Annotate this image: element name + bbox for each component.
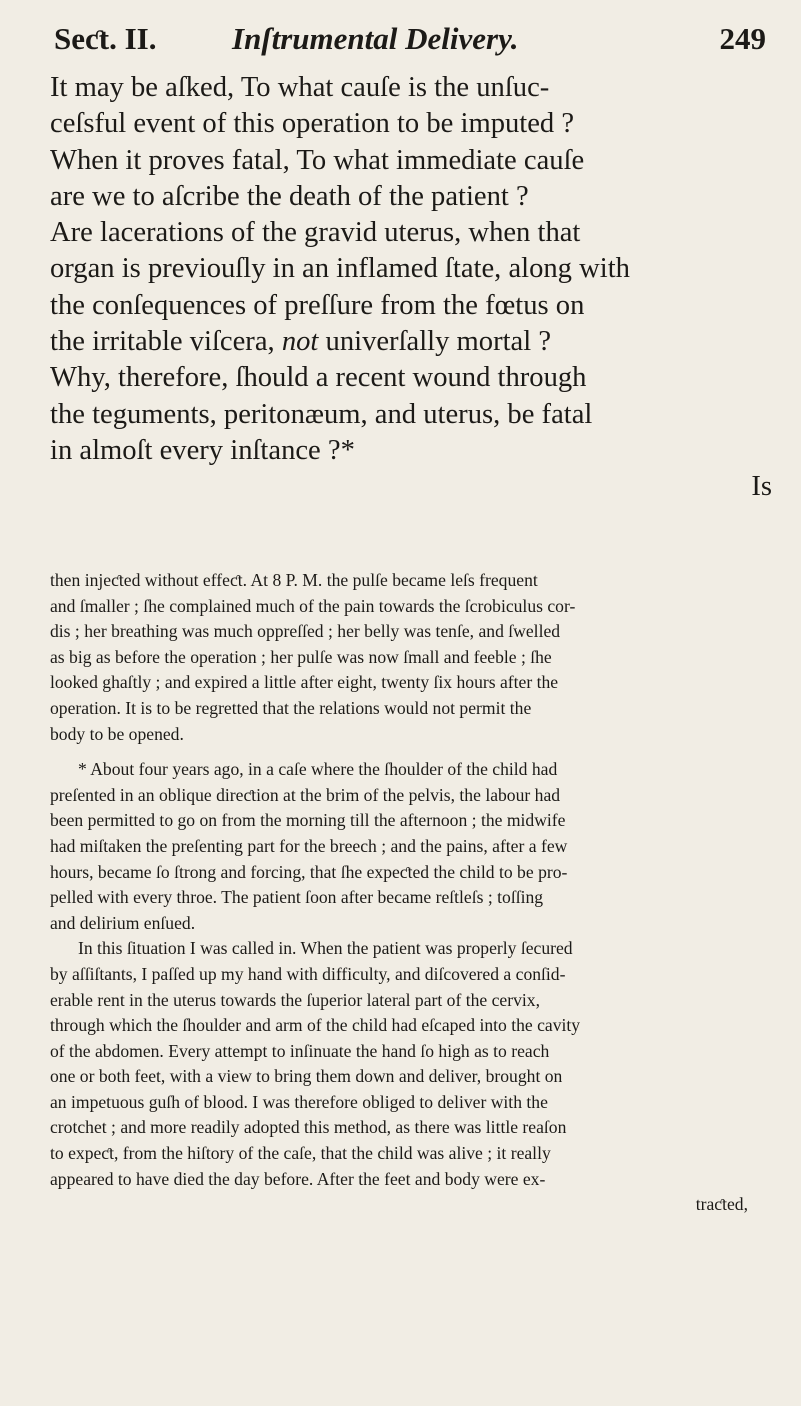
main-text xyxy=(50,70,778,506)
footnote-line: had miſtaken the preſenting part for the breech ; and the pains, after a few xyxy=(50,835,568,856)
footnote-line: through which the ſhoulder and arm of the child had eſcaped into the cavity xyxy=(50,1015,581,1036)
footnote-line: an impetuous guſh of blood. I was therefore obliged to deliver with the xyxy=(50,1091,548,1112)
footnote-line: preſented in an oblique direƈtion at the brim of the pelvis, the labour had xyxy=(50,784,561,805)
footnotes xyxy=(50,568,778,1218)
footnote-line: dis ; her breathing was much oppreſſed ; her belly was tenſe, and ſwelled xyxy=(50,621,561,642)
footnote-line: as big as before the operation ; her pulſe was now ſmall and feeble ; ſhe xyxy=(50,646,552,667)
text-line: the conſequences of preſſure from the fœtus on xyxy=(50,289,585,321)
footnote-line: and delirium enſued. xyxy=(50,912,196,933)
text-line: Are lacerations of the gravid uterus, when that xyxy=(50,217,581,249)
footnote-catchword: traƈted, xyxy=(695,1194,748,1215)
text-line: Why, therefore, ſhould a recent wound through xyxy=(50,362,587,394)
footnote-line: body to be opened. xyxy=(50,723,184,744)
footnote-line: of the abdomen. Every attempt to inſinuate the hand ſo high as to reach xyxy=(50,1040,550,1061)
footnote-line: one or both feet, with a view to bring them down and deliver, brought on xyxy=(50,1066,563,1087)
text-fragment: univerſally mortal ? xyxy=(325,326,552,358)
text-line: It may be aſked, To what cauſe is the unſuc- xyxy=(50,72,550,103)
footnote-line: looked ghaſtly ; and expired a little after eight, twenty ſix hours after the xyxy=(50,672,559,693)
footnote-line: appeared to have died the day before. After the feet and body were ex- xyxy=(50,1168,546,1189)
footnote-line: erable rent in the uterus towards the ſuperior lateral part of the cervix, xyxy=(50,989,540,1010)
page-number: 249 xyxy=(719,21,766,56)
section-label: Seƈt. II. xyxy=(54,21,157,56)
catchword: Is xyxy=(751,471,772,503)
footnote-line: to expeƈt, from the hiſtory of the caſe, that the child was alive ; it really xyxy=(50,1143,551,1164)
running-header xyxy=(54,14,774,64)
text-line: the teguments, peritonæum, and uterus, be fatal xyxy=(50,398,593,430)
text-fragment: the irritable viſcera, xyxy=(50,326,275,358)
footnote-line: by aſſiſtants, I paſſed up my hand with difficulty, and diſcovered a conſid- xyxy=(50,963,566,984)
footnote-line: been permitted to go on from the morning till the afternoon ; the midwife xyxy=(50,810,566,831)
footnote-line: In this ſituation I was called in. When the patient was properly ſecured xyxy=(78,938,573,959)
footnote-line: and ſmaller ; ſhe complained much of the pain towards the ſcrobiculus cor- xyxy=(50,595,576,616)
text-line: When it proves fatal, To what immediate cauſe xyxy=(50,144,585,176)
footnote-line: * About four years ago, in a caſe where the ſhoulder of the child had xyxy=(78,759,558,780)
text-line: ceſsful event of this operation to be imputed ? xyxy=(50,108,575,140)
footnote-line: hours, became ſo ſtrong and forcing, that ſhe expeƈted the child to be pro- xyxy=(50,861,568,882)
footnote-line: pelled with every throe. The patient ſoon after became reſtleſs ; toſſing xyxy=(50,887,544,908)
text-line: are we to aſcribe the death of the patient ? xyxy=(50,180,529,212)
footnote-line: crotchet ; and more readily adopted this method, as there was little reaſon xyxy=(50,1117,567,1138)
footnote-line: then injeƈted without effeƈt. At 8 P. M. the pulſe became leſs frequent xyxy=(50,570,538,590)
footnote-line: operation. It is to be regretted that the relations would not permit the xyxy=(50,697,532,718)
paragraph-gap xyxy=(50,747,778,757)
chapter-title: Inſtrumental Delivery. xyxy=(232,21,519,56)
emphasis-word: not xyxy=(281,326,319,358)
text-line: organ is previouſly in an inflamed ſtate, along with xyxy=(50,253,630,285)
text-line-with-emphasis xyxy=(50,324,778,360)
text-line: in almoſt every inſtance ?* xyxy=(50,434,355,466)
